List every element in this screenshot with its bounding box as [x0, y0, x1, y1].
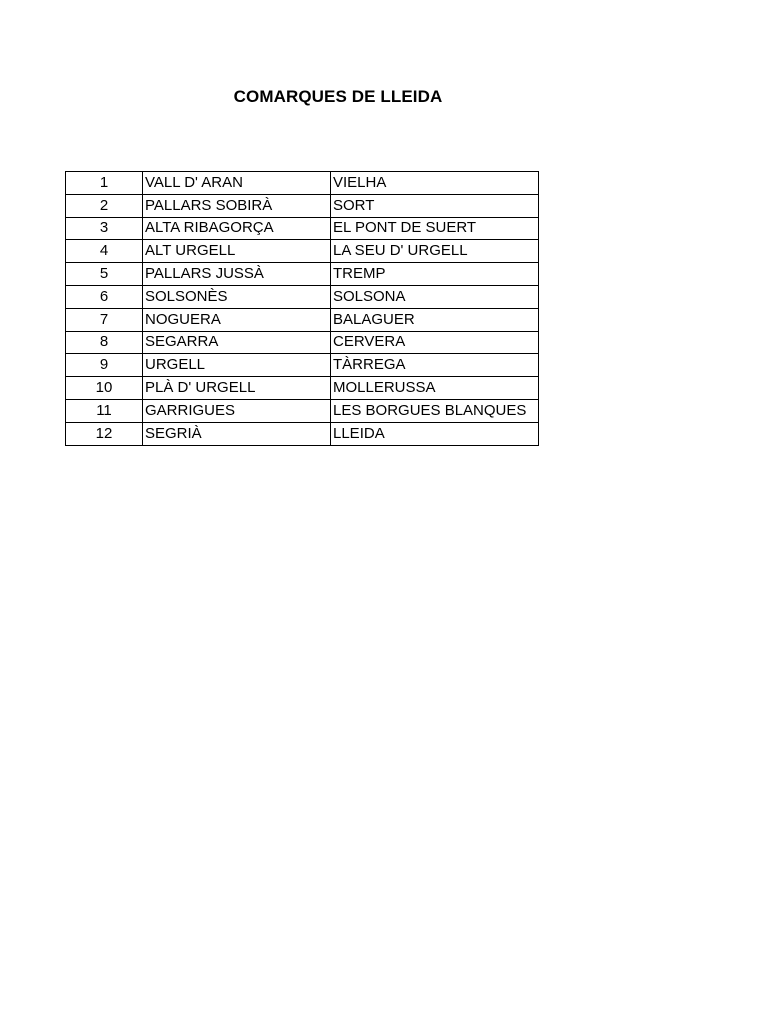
table-row [66, 194, 539, 217]
row-number: 4 [66, 240, 143, 263]
capital-name: TREMP [331, 263, 539, 286]
comarques-table-body [66, 172, 539, 446]
comarca-name: PALLARS SOBIRÀ [143, 194, 331, 217]
capital-name: VIELHA [331, 172, 539, 195]
row-number: 7 [66, 308, 143, 331]
comarca-name: ALTA RIBAGORÇA [143, 217, 331, 240]
row-number: 9 [66, 354, 143, 377]
table-row [66, 377, 539, 400]
table-row [66, 263, 539, 286]
comarca-name: NOGUERA [143, 308, 331, 331]
table-row [66, 331, 539, 354]
comarca-name: PALLARS JUSSÀ [143, 263, 331, 286]
row-number: 5 [66, 263, 143, 286]
row-number: 6 [66, 285, 143, 308]
comarca-name: SEGRIÀ [143, 422, 331, 445]
row-number: 12 [66, 422, 143, 445]
comarca-name: ALT URGELL [143, 240, 331, 263]
table-row [66, 217, 539, 240]
capital-name: LLEIDA [331, 422, 539, 445]
comarca-name: URGELL [143, 354, 331, 377]
table-row [66, 172, 539, 195]
table-row [66, 308, 539, 331]
row-number: 3 [66, 217, 143, 240]
comarca-name: PLÀ D' URGELL [143, 377, 331, 400]
capital-name: BALAGUER [331, 308, 539, 331]
capital-name: CERVERA [331, 331, 539, 354]
capital-name: LA SEU D' URGELL [331, 240, 539, 263]
capital-name: SOLSONA [331, 285, 539, 308]
comarca-name: GARRIGUES [143, 399, 331, 422]
comarca-name: SEGARRA [143, 331, 331, 354]
table-row [66, 240, 539, 263]
comarques-table [65, 171, 539, 446]
capital-name: SORT [331, 194, 539, 217]
table-row [66, 285, 539, 308]
table-row [66, 354, 539, 377]
row-number: 11 [66, 399, 143, 422]
capital-name: MOLLERUSSA [331, 377, 539, 400]
capital-name: TÀRREGA [331, 354, 539, 377]
capital-name: EL PONT DE SUERT [331, 217, 539, 240]
table-row [66, 422, 539, 445]
row-number: 2 [66, 194, 143, 217]
page-title: COMARQUES DE LLEIDA [233, 87, 443, 106]
row-number: 1 [66, 172, 143, 195]
comarca-name: SOLSONÈS [143, 285, 331, 308]
table-row [66, 399, 539, 422]
row-number: 8 [66, 331, 143, 354]
capital-name: LES BORGUES BLANQUES [331, 399, 539, 422]
comarca-name: VALL D' ARAN [143, 172, 331, 195]
row-number: 10 [66, 377, 143, 400]
